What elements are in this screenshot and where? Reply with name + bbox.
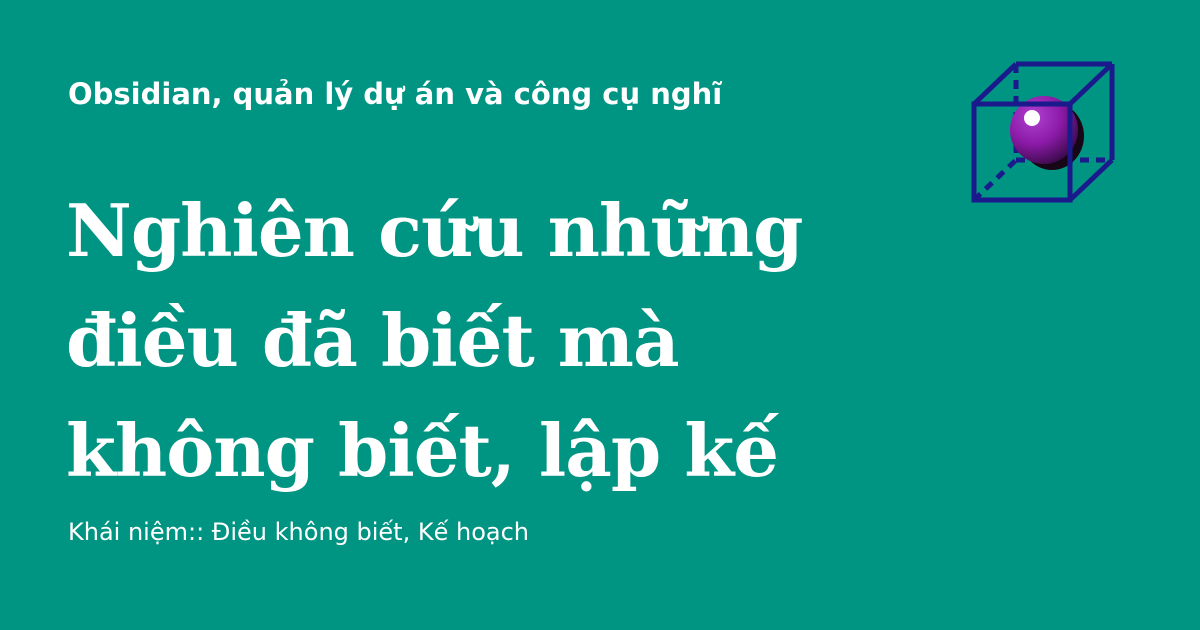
page-title	[66, 176, 966, 506]
title-line: Nghiên cứu những	[66, 188, 803, 273]
cube-sphere-icon	[966, 56, 1122, 208]
title-line: điều đã biết mà	[66, 298, 679, 383]
title-line: không biết, lập kế	[66, 408, 779, 493]
concept-tags: Khái niệm:: Điều không biết, Kế hoạch	[68, 518, 529, 546]
site-title: Obsidian, quản lý dự án và công cụ nghĩ	[68, 77, 723, 111]
